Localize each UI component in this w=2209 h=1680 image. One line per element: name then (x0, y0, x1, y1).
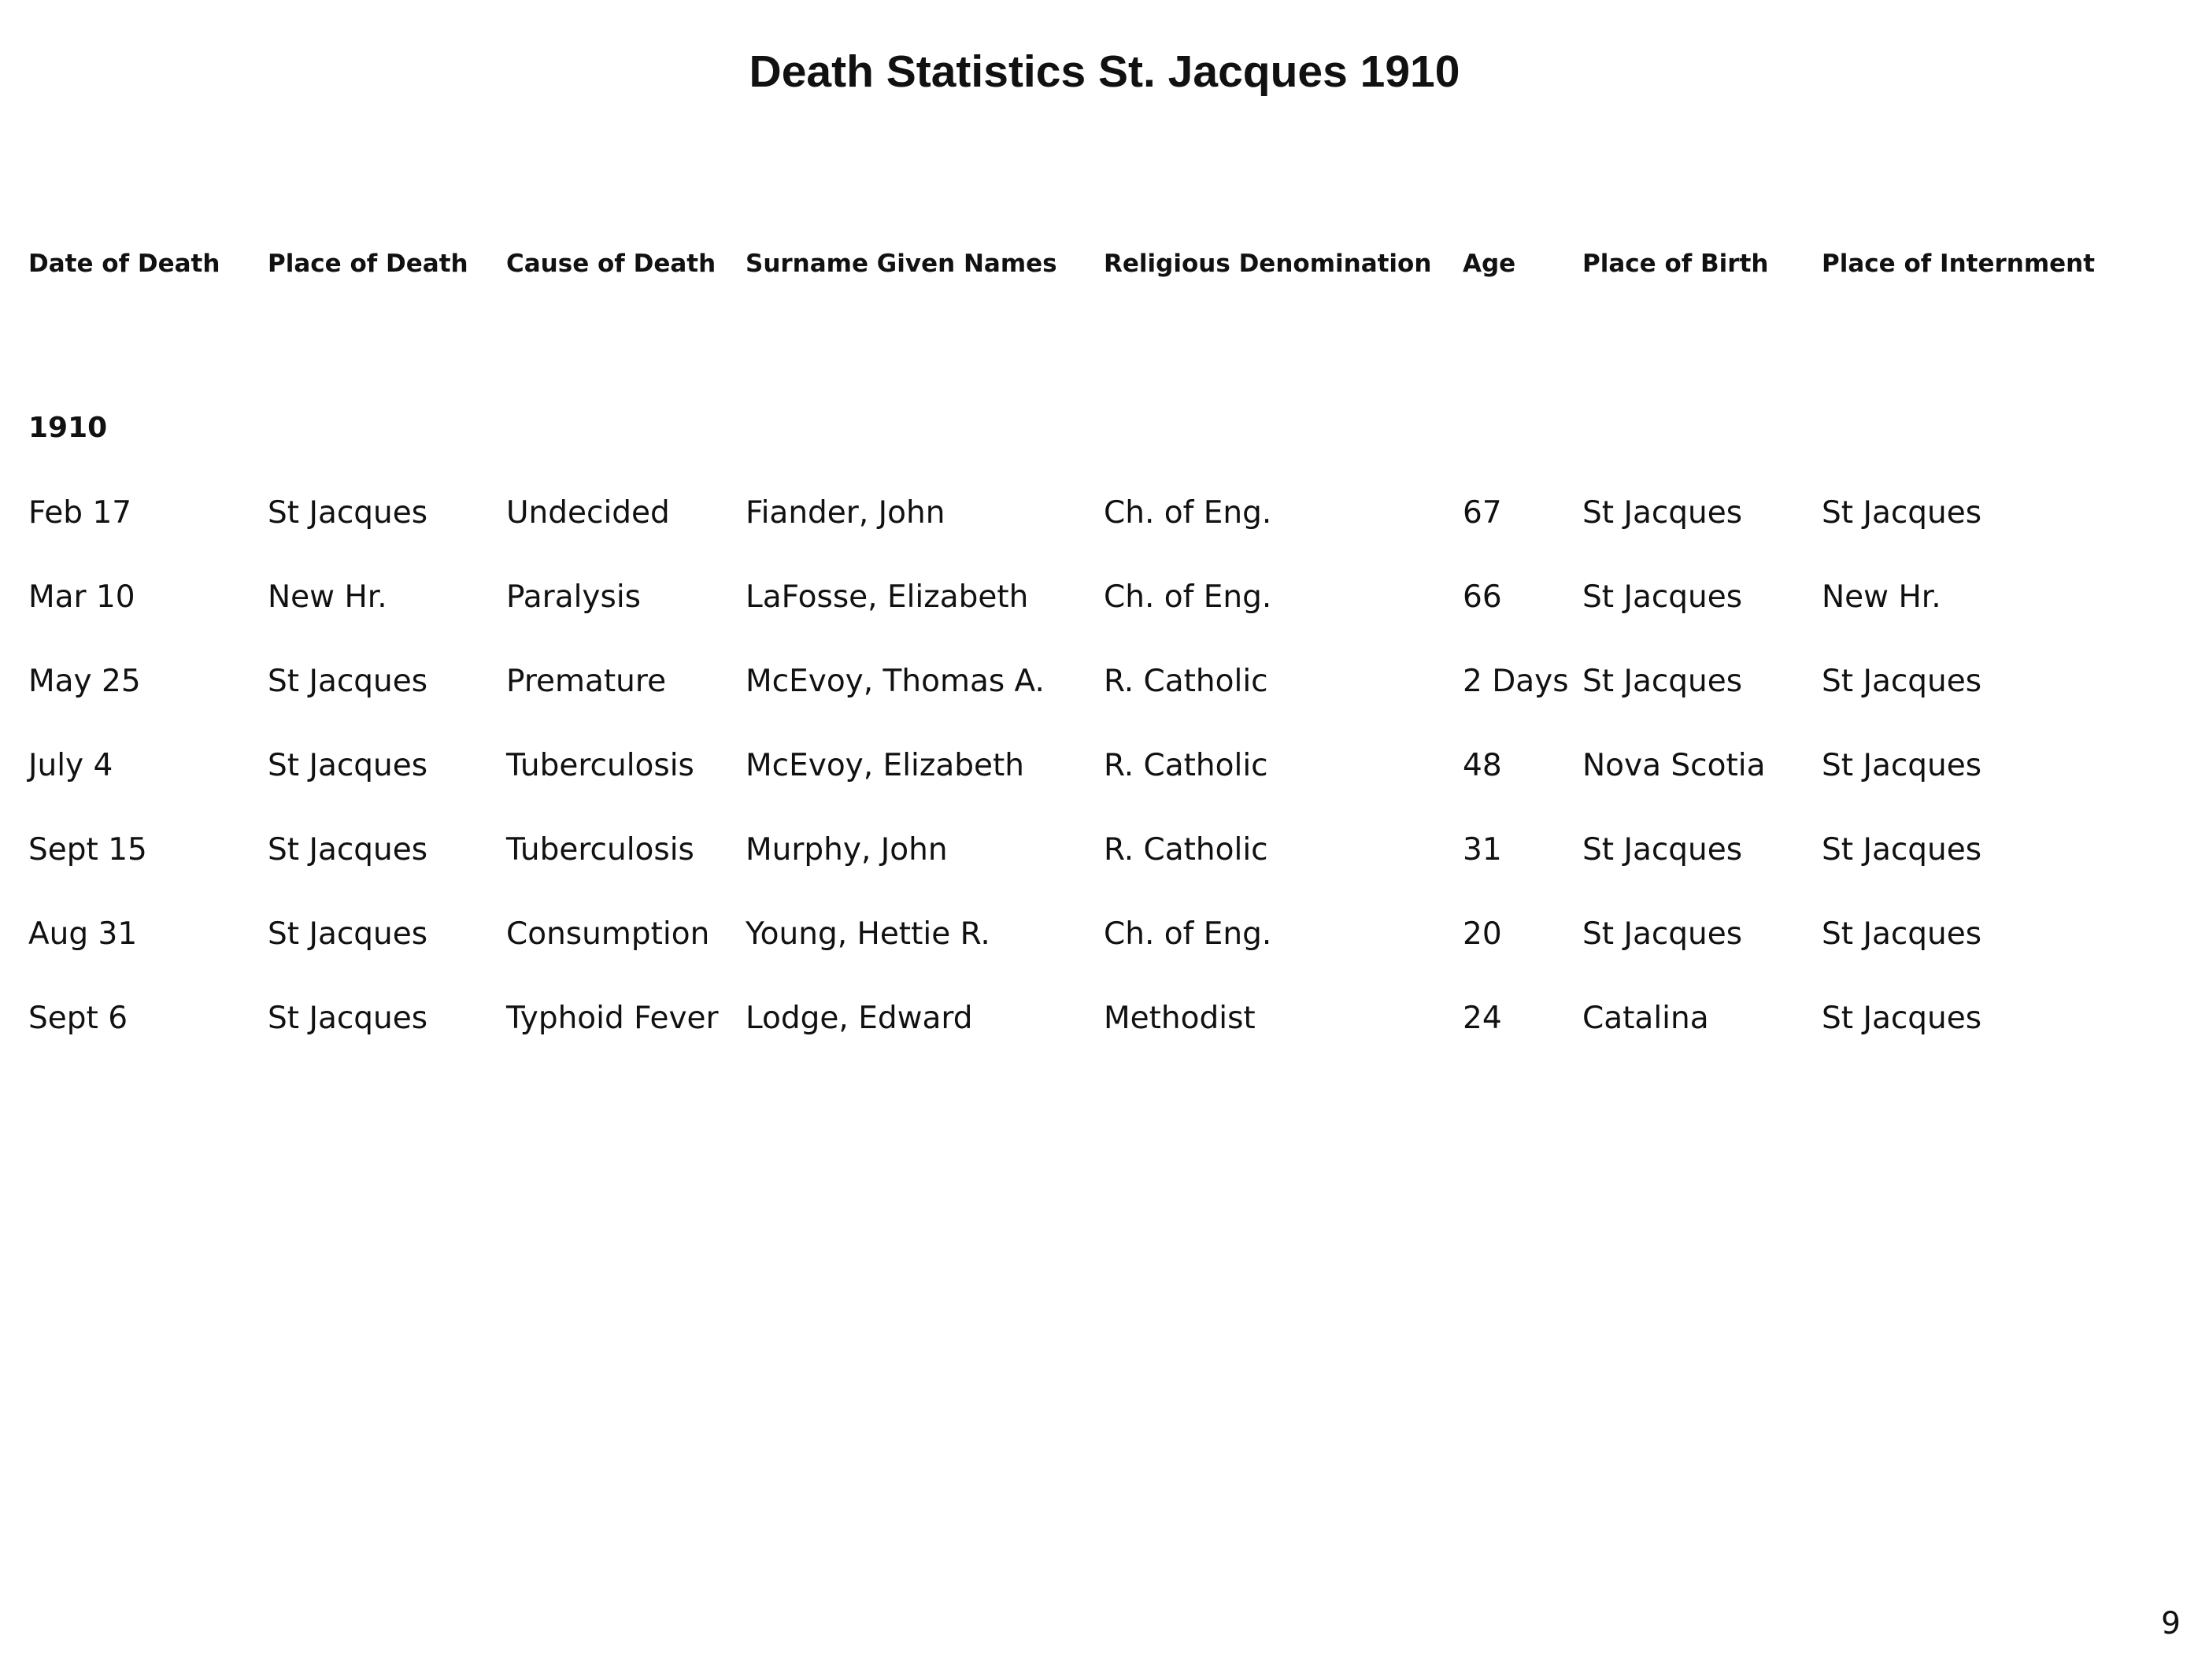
cell-place-of-death: St Jacques (268, 1001, 428, 1036)
cell-religious-denomination: R. Catholic (1104, 748, 1268, 783)
cell-place-of-internment: St Jacques (1822, 495, 1982, 531)
cell-name: LaFosse, Elizabeth (746, 579, 1029, 615)
cell-age: 66 (1463, 579, 1502, 615)
cell-age: 67 (1463, 495, 1502, 531)
header-place-of-death: Place of Death (268, 250, 468, 278)
cell-date-of-death: Mar 10 (28, 579, 135, 615)
cell-place-of-birth: Catalina (1582, 1001, 1709, 1036)
cell-religious-denomination: R. Catholic (1104, 664, 1268, 699)
cell-place-of-death: New Hr. (268, 579, 387, 615)
cell-age: 2 Days (1463, 664, 1569, 699)
cell-religious-denomination: Methodist (1104, 1001, 1256, 1036)
header-place-of-birth: Place of Birth (1582, 250, 1769, 278)
header-date-of-death: Date of Death (28, 250, 220, 278)
cell-name: Lodge, Edward (746, 1001, 973, 1036)
cell-place-of-internment: St Jacques (1822, 748, 1982, 783)
cell-place-of-birth: St Jacques (1582, 495, 1743, 531)
cell-age: 24 (1463, 1001, 1502, 1036)
cell-religious-denomination: Ch. of Eng. (1104, 579, 1272, 615)
cell-place-of-birth: St Jacques (1582, 916, 1743, 952)
cell-age: 31 (1463, 832, 1502, 868)
cell-religious-denomination: Ch. of Eng. (1104, 916, 1272, 952)
cell-place-of-internment: St Jacques (1822, 832, 1982, 868)
cell-place-of-birth: St Jacques (1582, 832, 1743, 868)
cell-place-of-birth: Nova Scotia (1582, 748, 1766, 783)
cell-name: McEvoy, Thomas A. (746, 664, 1045, 699)
cell-date-of-death: Aug 31 (28, 916, 138, 952)
cell-name: Murphy, John (746, 832, 948, 868)
cell-cause-of-death: Tuberculosis (506, 748, 694, 783)
cell-place-of-death: St Jacques (268, 832, 428, 868)
cell-place-of-death: St Jacques (268, 916, 428, 952)
cell-date-of-death: July 4 (28, 748, 113, 783)
header-place-of-internment: Place of Internment (1822, 250, 2096, 278)
cell-cause-of-death: Typhoid Fever (506, 1001, 719, 1036)
cell-place-of-internment: St Jacques (1822, 664, 1982, 699)
cell-age: 20 (1463, 916, 1502, 952)
cell-religious-denomination: R. Catholic (1104, 832, 1268, 868)
cell-name: Fiander, John (746, 495, 945, 531)
cell-cause-of-death: Paralysis (506, 579, 641, 615)
page-title: Death Statistics St. Jacques 1910 (749, 46, 1460, 98)
header-cause-of-death: Cause of Death (506, 250, 716, 278)
cell-place-of-death: St Jacques (268, 495, 428, 531)
header-name: Surname Given Names (746, 250, 1057, 278)
cell-date-of-death: May 25 (28, 664, 141, 699)
cell-name: Young, Hettie R. (746, 916, 990, 952)
cell-place-of-internment: St Jacques (1822, 1001, 1982, 1036)
cell-place-of-internment: St Jacques (1822, 916, 1982, 952)
cell-place-of-birth: St Jacques (1582, 579, 1743, 615)
cell-age: 48 (1463, 748, 1502, 783)
page-number: 9 (2161, 1606, 2181, 1641)
cell-name: McEvoy, Elizabeth (746, 748, 1024, 783)
cell-cause-of-death: Premature (506, 664, 667, 699)
cell-date-of-death: Sept 15 (28, 832, 147, 868)
cell-date-of-death: Sept 6 (28, 1001, 128, 1036)
cell-place-of-internment: New Hr. (1822, 579, 1941, 615)
cell-religious-denomination: Ch. of Eng. (1104, 495, 1272, 531)
cell-cause-of-death: Tuberculosis (506, 832, 694, 868)
cell-date-of-death: Feb 17 (28, 495, 132, 531)
header-age: Age (1463, 250, 1516, 278)
cell-cause-of-death: Consumption (506, 916, 710, 952)
cell-place-of-birth: St Jacques (1582, 664, 1743, 699)
cell-place-of-death: St Jacques (268, 664, 428, 699)
year-heading: 1910 (28, 412, 108, 444)
header-religious-denomination: Religious Denomination (1104, 250, 1432, 278)
cell-place-of-death: St Jacques (268, 748, 428, 783)
cell-cause-of-death: Undecided (506, 495, 670, 531)
